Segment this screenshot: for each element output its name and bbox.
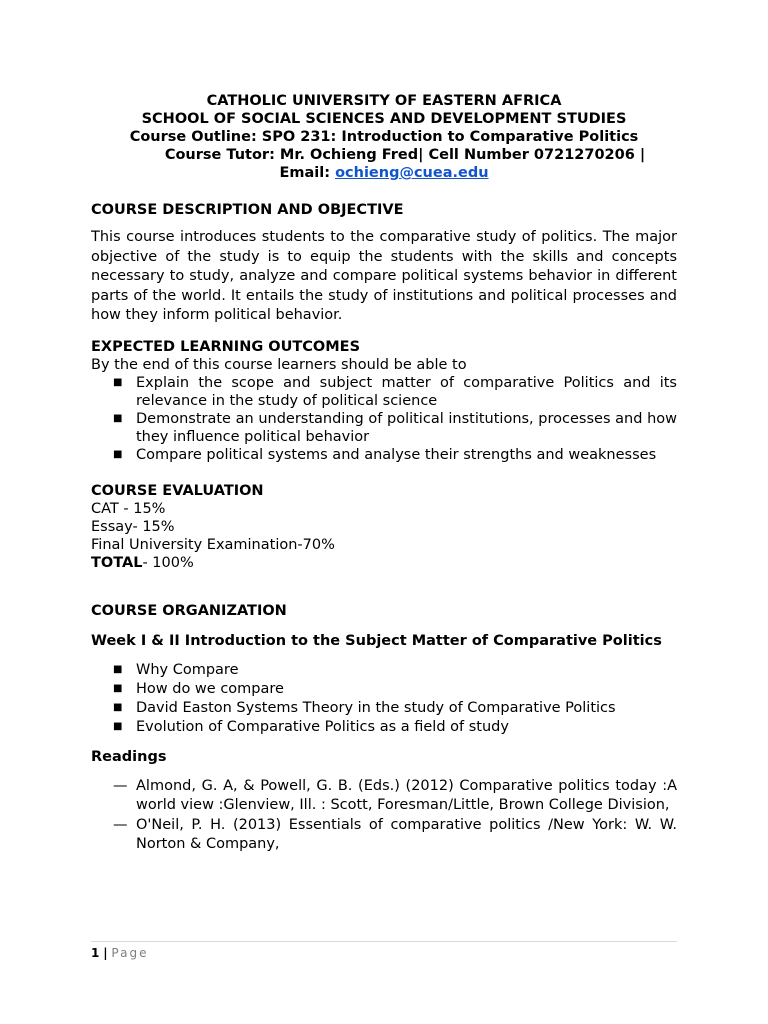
school-name: SCHOOL OF SOCIAL SCIENCES AND DEVELOPMENT STUDIES xyxy=(141,111,627,127)
email-link[interactable]: ochieng@cuea.edu xyxy=(335,165,489,181)
readings-list xyxy=(91,777,677,855)
list-item: ■ David Easton Systems Theory in the study of Comparative Politics xyxy=(113,699,616,716)
list-item: ■ Explain the scope and subject matter of comparative Politics and its relevance in the study of political science xyxy=(113,374,677,409)
learning-outcomes-heading: EXPECTED LEARNING OUTCOMES xyxy=(91,338,361,355)
list-item: ■ How do we compare xyxy=(113,680,284,697)
list-item: — O'Neil, P. H. (2013) Essentials of comparative politics /New York: W. W. Norton & Company, xyxy=(113,816,677,852)
readings-heading: Readings xyxy=(91,748,167,765)
course-tutor: Course Tutor: Mr. Ochieng Fred| Cell Number 0721270206 | xyxy=(164,147,646,163)
footer-separator: | xyxy=(103,946,108,960)
week-title: Week I & II Introduction to the Subject Matter of Comparative Politics xyxy=(91,632,662,649)
email-label: Email: xyxy=(279,165,330,181)
course-description-text: This course introduces students to the comparative study of politics. The major objective of the study is to equip the students with the skills and concepts necessary to study, analyze and compare political systems behavior in different parts of the world. It entails the study of institutions and political processes and how they inform political behavior. xyxy=(91,229,677,323)
evaluation-final: Final University Examination-70% xyxy=(91,536,335,553)
list-item: ■ Why Compare xyxy=(113,661,239,678)
list-item: — Almond, G. A, & Powell, G. B. (Eds.) (2012) Comparative politics today :A world view :Glenview, Ill. : Scott, Foresman/Little, Brown College Division, xyxy=(113,777,677,813)
evaluation-essay: Essay- 15% xyxy=(91,518,175,535)
square-bullet-icon: ■ xyxy=(113,720,123,732)
square-bullet-icon: ■ xyxy=(113,682,123,694)
square-bullet-icon: ■ xyxy=(113,448,123,460)
dash-bullet-icon: — xyxy=(113,777,128,794)
dash-bullet-icon: — xyxy=(113,816,128,833)
square-bullet-icon: ■ xyxy=(113,701,123,713)
learning-outcomes-list xyxy=(91,374,677,464)
list-item: ■ Demonstrate an understanding of political institutions, processes and how they influence political behavior xyxy=(113,410,677,445)
total-value: - 100% xyxy=(142,554,194,571)
square-bullet-icon: ■ xyxy=(113,412,123,424)
document-header xyxy=(91,92,677,182)
document-page xyxy=(91,92,677,855)
evaluation-total xyxy=(91,554,677,572)
course-description-heading: COURSE DESCRIPTION AND OBJECTIVE xyxy=(91,202,404,218)
university-name: CATHOLIC UNIVERSITY OF EASTERN AFRICA xyxy=(206,93,562,109)
square-bullet-icon: ■ xyxy=(113,376,123,388)
page-number: 1 xyxy=(91,946,100,960)
course-evaluation-heading: COURSE EVALUATION xyxy=(91,482,264,499)
course-organization-heading: COURSE ORGANIZATION xyxy=(91,602,287,619)
list-item: ■ Evolution of Comparative Politics as a field of study xyxy=(113,718,509,735)
evaluation-cat: CAT - 15% xyxy=(91,500,166,517)
learning-outcomes-intro: By the end of this course learners should be able to xyxy=(91,356,467,373)
page-footer xyxy=(91,941,677,961)
page-label: Page xyxy=(111,946,149,960)
list-item: ■ Compare political systems and analyse their strengths and weaknesses xyxy=(113,446,657,463)
total-label: TOTAL xyxy=(91,554,143,571)
course-outline-title: Course Outline: SPO 231: Introduction to Comparative Politics xyxy=(129,129,639,145)
square-bullet-icon: ■ xyxy=(113,663,123,675)
email-line xyxy=(91,164,677,182)
week-topics-list xyxy=(91,661,677,737)
